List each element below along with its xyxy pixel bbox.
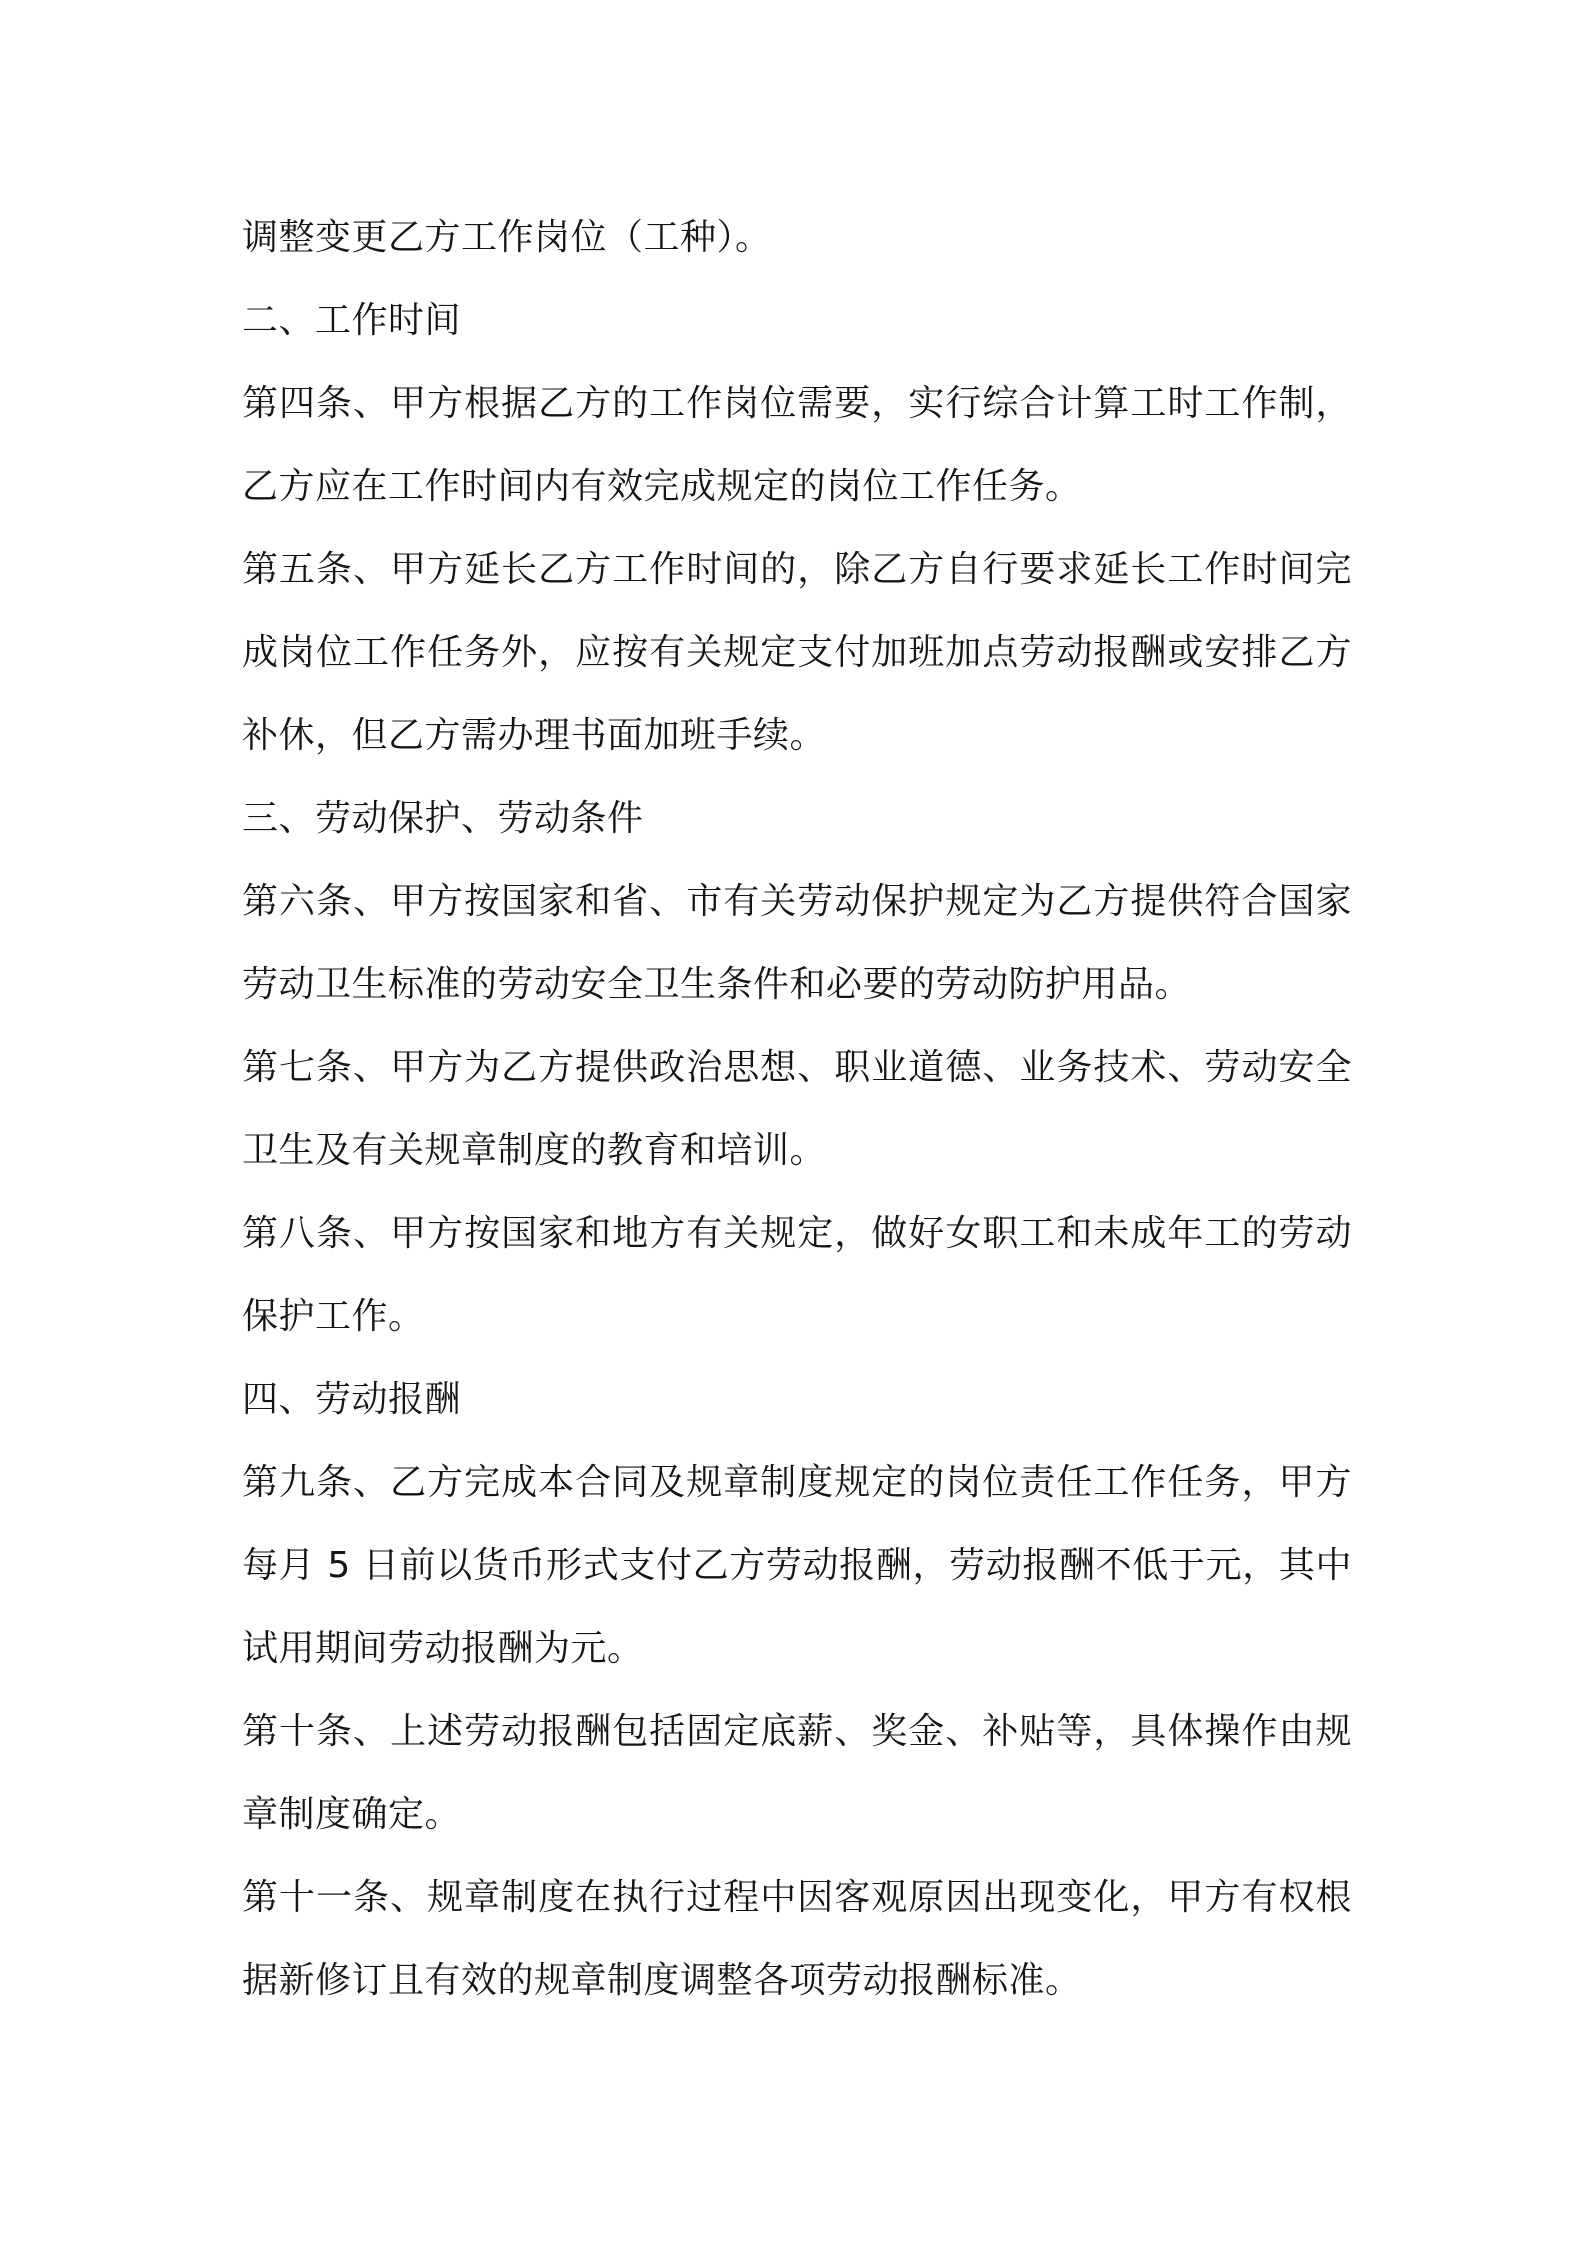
section-heading-remuneration: 四、劳动报酬 [242,1379,462,1420]
article-5-line-2: 成岗位工作任务外，应按有关规定支付加班加点劳动报酬或安排乙方 [242,632,1352,673]
article-11-line-1: 第十一条、规章制度在执行过程中因客观原因出现变化，甲方有权根 [242,1877,1352,1918]
article-5-line-1: 第五条、甲方延长乙方工作时间的，除乙方自行要求延长工作时间完 [242,549,1352,590]
article-8-line-1: 第八条、甲方按国家和地方有关规定，做好女职工和未成年工的劳动 [242,1213,1352,1254]
article-4-line-2: 乙方应在工作时间内有效完成规定的岗位工作任务。 [242,466,1082,507]
article-4-line-1: 第四条、甲方根据乙方的工作岗位需要，实行综合计算工时工作制， [242,383,1352,424]
article-9-line-3: 试用期间劳动报酬为元。 [242,1628,644,1669]
article-6-line-1: 第六条、甲方按国家和省、市有关劳动保护规定为乙方提供符合国家 [242,881,1352,922]
section-heading-work-time: 二、工作时间 [242,300,462,341]
article-9-line-2: 每月 5 日前以货币形式支付乙方劳动报酬，劳动报酬不低于元，其中 [242,1545,1352,1586]
article-7-line-2: 卫生及有关规章制度的教育和培训。 [242,1130,827,1171]
document-body [242,196,1352,2022]
article-5-line-3: 补休，但乙方需办理书面加班手续。 [242,715,827,756]
article-11-line-2: 据新修订且有效的规章制度调整各项劳动报酬标准。 [242,1960,1082,2001]
article-7-line-1: 第七条、甲方为乙方提供政治思想、职业道德、业务技术、劳动安全 [242,1047,1352,1088]
article-8-line-2: 保护工作。 [242,1296,425,1337]
article-10-line-2: 章制度确定。 [242,1794,462,1835]
article-9-line-1: 第九条、乙方完成本合同及规章制度规定的岗位责任工作任务，甲方 [242,1462,1352,1503]
article-10-line-1: 第十条、上述劳动报酬包括固定底薪、奖金、补贴等，具体操作由规 [242,1711,1352,1752]
article-6-line-2: 劳动卫生标准的劳动安全卫生条件和必要的劳动防护用品。 [242,964,1192,1005]
text-line-continuation: 调整变更乙方工作岗位（工种）。 [242,217,772,258]
section-heading-labor-protection: 三、劳动保护、劳动条件 [242,798,644,839]
